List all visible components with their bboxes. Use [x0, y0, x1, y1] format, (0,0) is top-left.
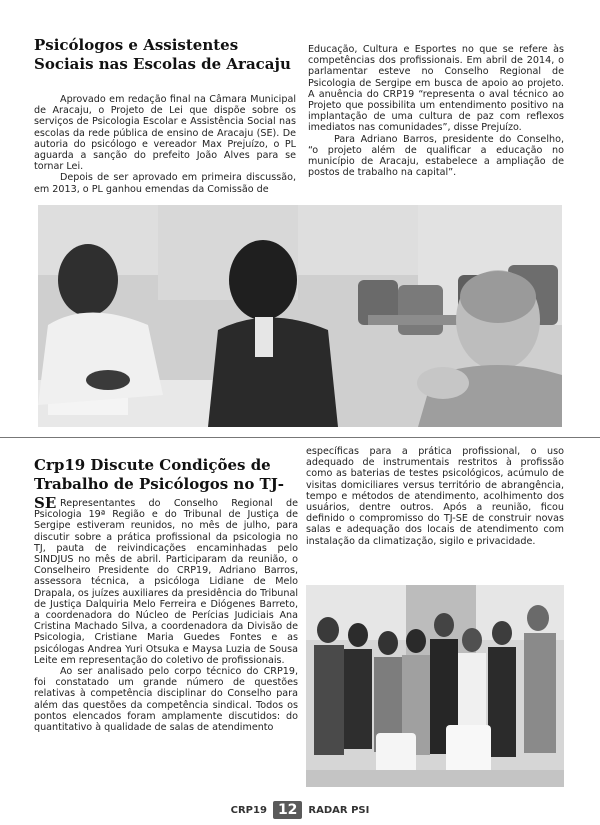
article2-title: Crp19 Discute Condições de Trabalho de Psicólogos no TJ-SE	[34, 456, 285, 512]
article1-paragraph: Para Adriano Barros, presidente do Conselho, “o projeto além de qualificar a educação no município de Aracaju, estabelece a ampliação de postos de trabalho na capital”.	[308, 133, 564, 179]
footer-publisher: CRP19	[230, 804, 267, 816]
article1-paragraph: Aprovado em redação final na Câmara Municipal de Aracaju, o Projeto de Lei que dispõe sobre os serviços de Psicologia Escolar e Assistência Social nas escolas da rede pública de ensino de Aracaju (SE). De autoria do psicólogo e vereador Max Prejuízo, o PL aguarda a sanção do prefeito João Alves para se tornar Lei.	[34, 94, 296, 173]
article1-title: Psicólogos e Assistentes Sociais nas Escolas de Aracaju	[34, 36, 291, 73]
article2-left-column	[34, 498, 298, 733]
article1-meeting-photo	[38, 205, 562, 427]
article1-left-column	[34, 94, 296, 195]
article2-group-photo	[306, 585, 564, 787]
article2-paragraph: específicas para a prática profissional, o uso adequado de instrumentais restritos à profissão como as baterias de testes psicológicos, acúmulo de visitas domiciliares versus território de abrangência, tempo e métodos de atendimento, acolhimento dos usuários, dentre outros. Após a reunião, ficou definido o compromisso do TJ-SE de construir novas salas e adequação dos locais de atendimento com instalação da climatização, sigilo e privacidade.	[306, 446, 564, 547]
article2-right-column	[306, 446, 564, 547]
section-divider	[0, 437, 600, 438]
article1-paragraph: Depois de ser aprovado em primeira discussão, em 2013, o PL ganhou emendas da Comissão de	[34, 172, 296, 195]
footer-publication: RADAR PSI	[308, 804, 370, 816]
article2-paragraph: Representantes do Conselho Regional de Psicologia 19ª Região e do Tribunal de Justiça de Sergipe estiveram reunidos, no mês de julho, para discutir sobre a prática profissional da psicologia no TJ, pauta de reivindicações encaminhadas pelo SINDJUS no mês de abril. Participaram da reunião, o Conselheiro Presidente do CRP19, Adriano Barros, assessora técnica, a psicóloga Lidiane de Melo Drapala, os juízes auxiliares da presidência do Tribunal de Justiça Dalquiria Melo Ferreira e Diógenes Barreto, a coordenadora do Núcleo de Perícias Judiciais Ana Cristina Machado Silva, a coordenadora da Divisão de Psicologia, Cristiane Maria Guedes Fontes e as psicólogas Andrea Yuri Otsuka e Maysa Luzia de Sousa Leite em representação do coletivo de profissionais.	[34, 498, 298, 666]
article1-paragraph: Educação, Cultura e Esportes no que se refere às competências dos profissionais. Em abril de 2014, o parlamentar esteve no Conselho Regional de Psicologia de Sergipe em busca de apoio ao projeto. A anuência do CRP19 “representa o aval técnico ao Projeto que possibilita um entendimento positivo na implantação de uma cultura de paz com reflexos imediatos nas comunidades”, disse Prejuízo.	[308, 44, 564, 134]
article1-right-column	[308, 44, 564, 178]
article2-paragraph: Ao ser analisado pelo corpo técnico do CRP19, foi constatado um grande número de questões relativas à competência disciplinar do Conselho para além das questões da competência sindical. Todos os pontos elencados foram amplamente discutidos: do quantitativo à qualidade de salas de atendimento	[34, 666, 298, 734]
page-footer	[0, 800, 600, 820]
page-number: 12	[273, 801, 302, 819]
